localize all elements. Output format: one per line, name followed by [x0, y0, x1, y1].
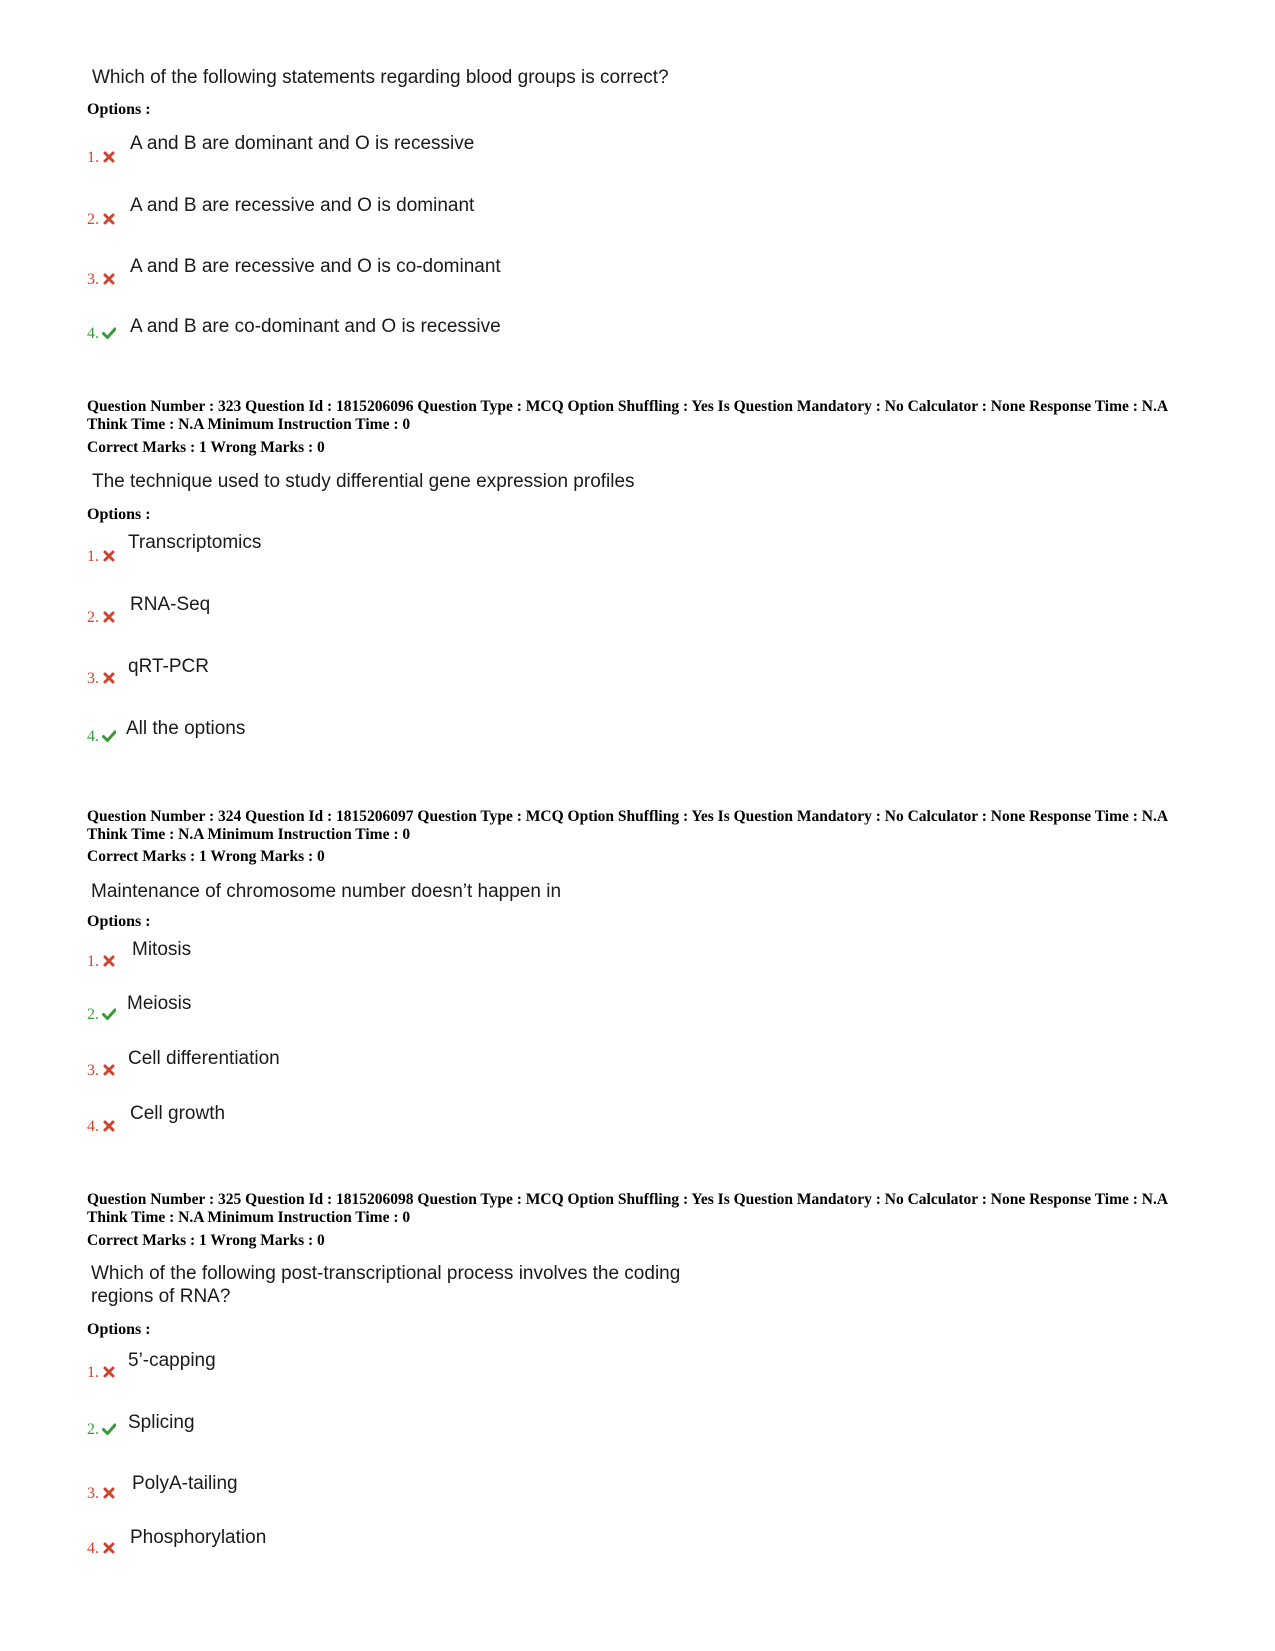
question-text: Which of the following post-transcriptional process involves the coding — [91, 1263, 681, 1284]
question-text: Which of the following statements regarding blood groups is correct? — [92, 67, 669, 88]
option-text: Meiosis — [127, 993, 192, 1014]
cross-icon — [102, 1063, 116, 1077]
options-label: Options : — [87, 1321, 151, 1338]
option-number: 2. — [87, 1006, 116, 1024]
option-number: 4. — [87, 1540, 116, 1558]
options-label: Options : — [87, 506, 151, 523]
cross-icon — [102, 1365, 116, 1379]
cross-icon — [102, 549, 116, 563]
option-text: A and B are recessive and O is co-dominant — [130, 256, 501, 277]
question-marks: Correct Marks : 1 Wrong Marks : 0 — [87, 439, 325, 456]
option-text: 5’-capping — [128, 1350, 216, 1371]
question-text: The technique used to study differential gene expression profiles — [92, 471, 635, 492]
question-text: Maintenance of chromosome number doesn’t happen in — [91, 881, 562, 902]
option-number: 3. — [87, 271, 116, 289]
option-text: RNA-Seq — [130, 594, 211, 615]
cross-icon — [102, 272, 116, 286]
option-text: Splicing — [128, 1412, 195, 1433]
option-number: 1. — [87, 953, 116, 971]
question-meta: Question Number : 323 Question Id : 1815206096 Question Type : MCQ Option Shuffling : Yes Is Question Mandatory : No Calculator : None Response Time : N.A Think Time : N.A Minimum Instruction Time : 0 — [87, 398, 1168, 433]
option-number: 4. — [87, 325, 116, 343]
option-number: 2. — [87, 1421, 116, 1439]
option-number: 1. — [87, 149, 116, 167]
option-number: 3. — [87, 1062, 116, 1080]
option-text: Cell differentiation — [128, 1048, 280, 1069]
question-marks: Correct Marks : 1 Wrong Marks : 0 — [87, 1232, 325, 1249]
question-meta: Question Number : 324 Question Id : 1815206097 Question Type : MCQ Option Shuffling : Yes Is Question Mandatory : No Calculator : None Response Time : N.A Think Time : N.A Minimum Instruction Time : 0 — [87, 808, 1168, 843]
option-text: Cell growth — [130, 1103, 226, 1124]
check-icon — [102, 1422, 116, 1436]
option-text: Transcriptomics — [128, 532, 262, 553]
option-text: A and B are co-dominant and O is recessive — [130, 316, 501, 337]
question-marks: Correct Marks : 1 Wrong Marks : 0 — [87, 848, 325, 865]
option-number: 4. — [87, 1118, 116, 1136]
check-icon — [102, 729, 116, 743]
cross-icon — [102, 1119, 116, 1133]
check-icon — [102, 1007, 116, 1021]
option-text: A and B are recessive and O is dominant — [130, 195, 475, 216]
question-text-line-2: regions of RNA? — [91, 1286, 231, 1307]
cross-icon — [102, 1486, 116, 1500]
option-text: Phosphorylation — [130, 1527, 267, 1548]
cross-icon — [102, 954, 116, 968]
option-number: 1. — [87, 1364, 116, 1382]
option-number: 2. — [87, 211, 116, 229]
cross-icon — [102, 610, 116, 624]
cross-icon — [102, 1541, 116, 1555]
cross-icon — [102, 671, 116, 685]
question-meta: Question Number : 325 Question Id : 1815206098 Question Type : MCQ Option Shuffling : Yes Is Question Mandatory : No Calculator : None Response Time : N.A Think Time : N.A Minimum Instruction Time : 0 — [87, 1191, 1168, 1226]
option-text: Mitosis — [132, 939, 192, 960]
options-label: Options : — [87, 101, 151, 118]
option-text: All the options — [126, 718, 246, 739]
options-label: Options : — [87, 913, 151, 930]
cross-icon — [102, 150, 116, 164]
check-icon — [102, 326, 116, 340]
option-text: qRT-PCR — [128, 656, 209, 677]
option-number: 2. — [87, 609, 116, 627]
option-text: PolyA-tailing — [132, 1473, 238, 1494]
cross-icon — [102, 212, 116, 226]
option-number: 3. — [87, 1485, 116, 1503]
option-number: 3. — [87, 670, 116, 688]
option-number: 1. — [87, 548, 116, 566]
option-text: A and B are dominant and O is recessive — [130, 133, 475, 154]
option-number: 4. — [87, 728, 116, 746]
